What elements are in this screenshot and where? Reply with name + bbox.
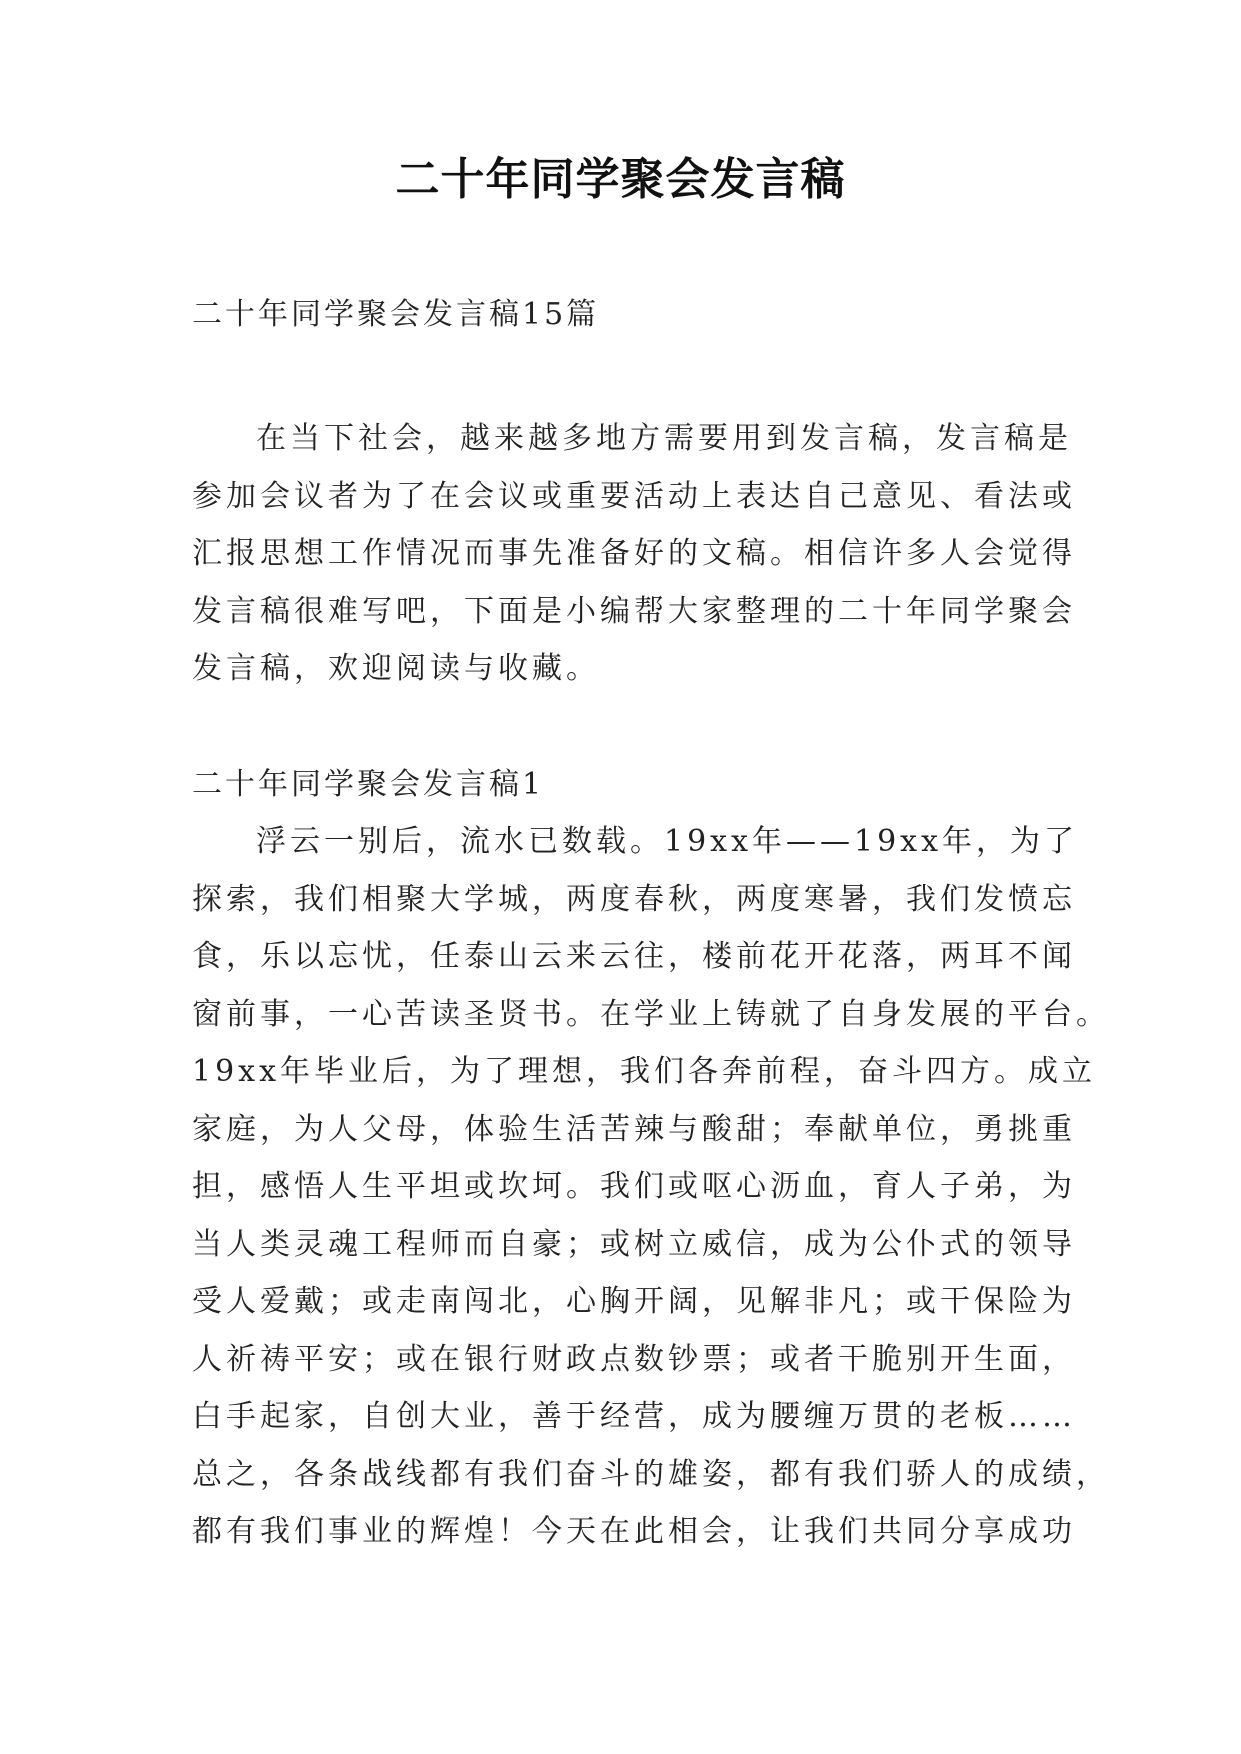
- speech-line: 当人类灵魂工程师而自豪；或树立威信，成为公仆式的领导: [192, 1226, 1076, 1262]
- speech-line: 食，乐以忘忧，任泰山云来云往，楼前花开花落，两耳不闻: [192, 939, 1076, 974]
- speech-line: 担，感悟人生平坦或坎坷。我们或呕心沥血，育人子弟，为: [192, 1169, 1076, 1204]
- intro-line: 在当下社会，越来越多地方需要用到发言稿，发言稿是: [256, 421, 1072, 456]
- speech-line: 都有我们事业的辉煌！今天在此相会，让我们共同分享成功: [192, 1514, 1076, 1549]
- intro-paragraph: [192, 410, 1076, 698]
- speech-line: 家庭，为人父母，体验生活苦辣与酸甜；奉献单位，勇挑重: [192, 1111, 1076, 1147]
- speech-line: 浮云一别后，流水已数载。19xx年——19xx年，为了: [256, 824, 1079, 859]
- section-heading: 二十年同学聚会发言稿1: [192, 767, 545, 802]
- speech-line: 受人爱戴；或走南闯北，心胸开阔，见解非凡；或干保险为: [192, 1284, 1076, 1319]
- speech-line: 窗前事，一心苦读圣贤书。在学业上铸就了自身发展的平台。: [192, 996, 1110, 1032]
- intro-line: 发言稿很难写吧，下面是小编帮大家整理的二十年同学聚会: [192, 593, 1076, 629]
- intro-line: 汇报思想工作情况而事先准备好的文稿。相信许多人会觉得: [192, 536, 1076, 571]
- speech-line: 总之，各条战线都有我们奋斗的雄姿，都有我们骄人的成绩，: [192, 1456, 1110, 1492]
- speech-line: 探索，我们相聚大学城，两度春秋，两度寒暑，我们发愤忘: [192, 881, 1076, 917]
- document-subtitle: 二十年同学聚会发言稿15篇: [192, 297, 600, 332]
- document-title: 二十年同学聚会发言稿: [395, 154, 846, 205]
- speech-line: 白手起家，自创大业，善于经营，成为腰缠万贯的老板……: [192, 1399, 1076, 1434]
- speech-line: 人祈祷平安；或在银行财政点数钞票；或者干脆别开生面，: [192, 1341, 1076, 1377]
- intro-line: 参加会议者为了在会议或重要活动上表达自己意见、看法或: [192, 478, 1076, 514]
- speech-paragraph: [192, 813, 1110, 1561]
- intro-line: 发言稿，欢迎阅读与收藏。: [192, 651, 600, 686]
- speech-line: 19xx年毕业后，为了理想，我们各奔前程，奋斗四方。成立: [192, 1054, 1097, 1089]
